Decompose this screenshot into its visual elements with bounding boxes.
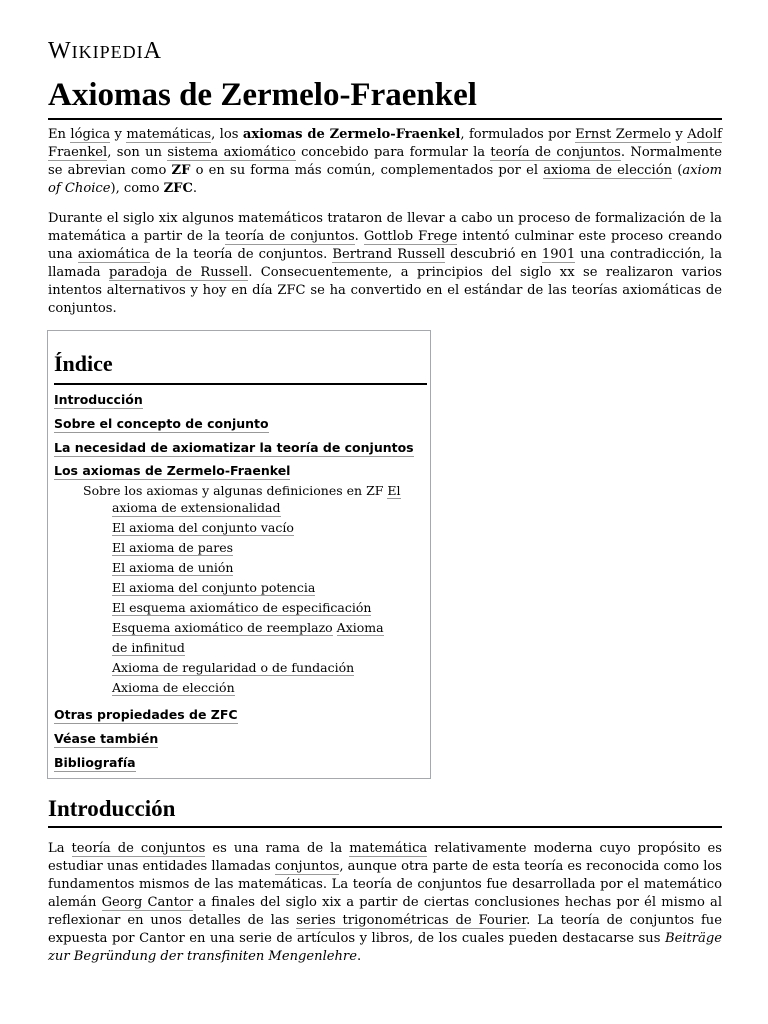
toc-subitem-conjunto-potencia[interactable]: El axioma del conjunto potencia bbox=[112, 580, 316, 595]
link-conjuntos[interactable]: conjuntos bbox=[274, 859, 340, 874]
intro-paragraph-1: En lógica y matemáticas, los axiomas de Zermelo-Fraenkel, formulados por Ernst Zermelo y Adolf Fraenkel, son un sistema axiomático concebido para formular la teoría de conjuntos. Normalmente se abrevian como ZF o en su forma más común, complementados por el axioma de elección (axiom of Choice), como ZFC. bbox=[48, 127, 722, 196]
toc-item-vease-tambien[interactable]: Véase también bbox=[54, 731, 159, 746]
link-axioma-de-eleccion[interactable]: axioma de elección bbox=[543, 163, 673, 178]
page-title: Axiomas de Zermelo-Fraenkel bbox=[48, 77, 477, 113]
link-teoria-de-conjuntos-3[interactable]: teoría de conjuntos bbox=[71, 841, 206, 856]
link-ernst-zermelo[interactable]: Ernst Zermelo bbox=[575, 127, 672, 142]
toc-subitem-conjunto-vacio[interactable]: El axioma del conjunto vacío bbox=[112, 520, 294, 535]
link-matematicas[interactable]: matemáticas bbox=[126, 127, 212, 142]
toc-subitem-infinitud-a[interactable]: Axioma bbox=[336, 620, 384, 635]
link-series-fourier[interactable]: series trigonométricas de Fourier bbox=[296, 913, 527, 928]
logo-letters-middle: IKIPEDI bbox=[71, 42, 144, 62]
link-bertrand-russell[interactable]: Bertrand Russell bbox=[332, 247, 446, 262]
toc-title-rule bbox=[54, 383, 427, 385]
section-rule bbox=[48, 826, 722, 828]
toc-subitem-pares[interactable]: El axioma de pares bbox=[112, 540, 234, 555]
link-1901[interactable]: 1901 bbox=[541, 247, 576, 262]
toc-subitem-eleccion[interactable]: Axioma de elección bbox=[112, 680, 235, 695]
link-sistema-axiomatico[interactable]: sistema axiomático bbox=[167, 145, 296, 160]
toc-subitem-sobre-axiomas[interactable]: Sobre los axiomas y algunas definiciones en ZF El bbox=[83, 483, 401, 498]
toc-item-necesidad-axiomatizar[interactable]: La necesidad de axiomatizar la teoría de conjuntos bbox=[54, 440, 414, 455]
section-paragraph: La teoría de conjuntos es una rama de la matemática relativamente moderna cuyo propósito es estudiar unas entidades llamadas conjuntos, aunque otra parte de esta teoría es reconocida como los fundamentos mismos de las matemáticas. La teoría de conjuntos fue desarrollada por el matemático alemán Georg Cantor a finales del siglo xix a partir de ciertas conclusiones hechas por él mismo al reflexionar en unos detalles de las series trigonométricas de Fourier. La teoría de conjuntos fue expuesta por Cantor en una serie de artículos y libros, de los cuales pueden destacarse sus Beiträge zur Begründung der transfiniten Mengenlehre. bbox=[48, 841, 723, 964]
link-georg-cantor[interactable]: Georg Cantor bbox=[101, 895, 194, 910]
wikipedia-logo[interactable] bbox=[48, 38, 162, 65]
table-of-contents bbox=[47, 330, 431, 779]
toc-item-bibliografia[interactable]: Bibliografía bbox=[54, 755, 136, 770]
toc-item-axiomas-zf[interactable]: Los axiomas de Zermelo-Fraenkel bbox=[54, 463, 291, 478]
link-gottlob-frege[interactable]: Gottlob Frege bbox=[363, 229, 458, 244]
toc-subitem-extensionalidad-a[interactable]: El bbox=[387, 483, 401, 498]
title-rule bbox=[48, 118, 722, 120]
toc-subitem-reemplazo[interactable]: Esquema axiomático de reemplazo Axioma bbox=[112, 620, 384, 635]
toc-subitem-especificacion[interactable]: El esquema axiomático de especificación bbox=[112, 600, 372, 615]
intro-paragraph-2: Durante el siglo xix algunos matemáticos trataron de llevar a cabo un proceso de formalización de la matemática a partir de la teoría de conjuntos. Gottlob Frege intentó culminar este proceso creando una axiomática de la teoría de conjuntos. Bertrand Russell descubrió en 1901 una contradicción, la llamada paradoja de Russell. Consecuentemente, a principios del siglo xx se realizaron varios intentos alternativos y hoy en día ZFC se ha convertido en el estándar de las teorías axiomáticas de conjuntos. bbox=[48, 211, 723, 316]
toc-item-otras-propiedades[interactable]: Otras propiedades de ZFC bbox=[54, 707, 238, 722]
link-teoria-de-conjuntos[interactable]: teoría de conjuntos bbox=[490, 145, 621, 160]
toc-subitem-extensionalidad[interactable]: axioma de extensionalidad bbox=[112, 500, 281, 515]
toc-subitem-union[interactable]: El axioma de unión bbox=[112, 560, 234, 575]
logo-letter-a: A bbox=[143, 38, 162, 64]
logo-letter-w: W bbox=[48, 38, 72, 64]
link-paradoja-de-russell[interactable]: paradoja de Russell bbox=[109, 265, 249, 280]
toc-subitem-regularidad[interactable]: Axioma de regularidad o de fundación bbox=[112, 660, 355, 675]
link-logica[interactable]: lógica bbox=[70, 127, 111, 142]
toc-item-concepto-conjunto[interactable]: Sobre el concepto de conjunto bbox=[54, 416, 269, 431]
link-adolf-fraenkel[interactable]: Adolf Fraenkel bbox=[48, 127, 722, 160]
toc-item-introduccion[interactable]: Introducción bbox=[54, 392, 143, 407]
section-heading-introduccion: Introducción bbox=[48, 796, 176, 821]
toc-title: Índice bbox=[54, 351, 113, 376]
link-axiomatica[interactable]: axiomática bbox=[77, 247, 150, 262]
link-teoria-de-conjuntos-2[interactable]: teoría de conjuntos bbox=[225, 229, 355, 244]
toc-subitem-infinitud[interactable]: de infinitud bbox=[112, 640, 185, 655]
link-matematica[interactable]: matemática bbox=[349, 841, 428, 856]
